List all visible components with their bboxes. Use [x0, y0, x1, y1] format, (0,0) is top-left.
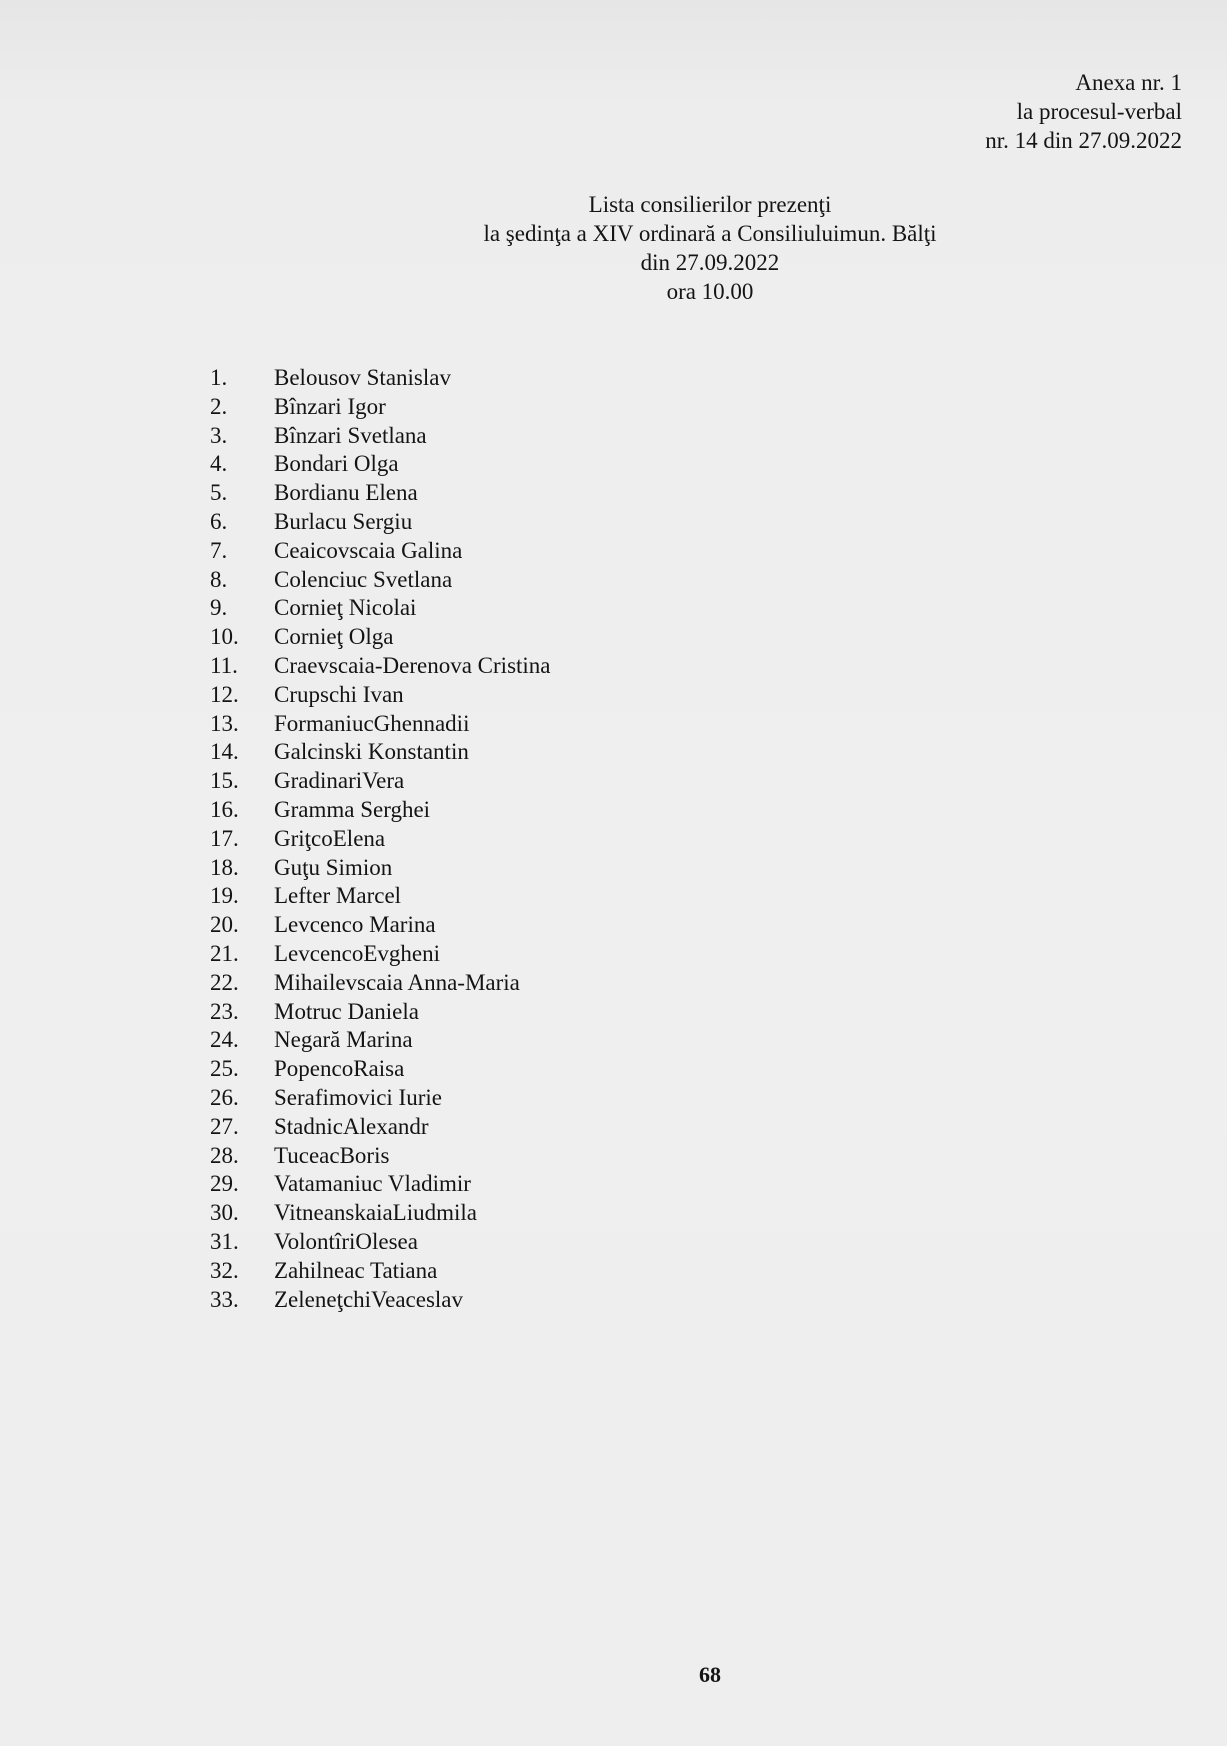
- page-number: 68: [699, 1662, 721, 1687]
- list-item-number: 16.: [210, 796, 239, 822]
- list-item: [210, 1142, 551, 1171]
- councillor-name: Burlacu Sergiu: [274, 508, 413, 534]
- councillor-name: GriţcoElena: [274, 825, 386, 851]
- list-item: [210, 1113, 551, 1142]
- list-item: [210, 767, 551, 796]
- list-item: [210, 1228, 551, 1257]
- list-item: [210, 422, 551, 451]
- list-item: [210, 969, 551, 998]
- list-item-number: 11.: [210, 652, 238, 678]
- councillor-name: Negară Marina: [274, 1027, 413, 1053]
- list-item-number: 20.: [210, 912, 239, 938]
- list-item: [210, 1055, 551, 1084]
- list-item-number: 7.: [210, 537, 228, 563]
- councillor-name: Serafimovici Iurie: [274, 1084, 442, 1110]
- list-item-number: 4.: [210, 451, 228, 477]
- list-item-number: 3.: [210, 422, 228, 448]
- list-item: [210, 796, 551, 825]
- list-item: [210, 537, 551, 566]
- list-item-number: 12.: [210, 681, 239, 707]
- document-heading: [0, 190, 1227, 306]
- list-item-number: 6.: [210, 508, 228, 534]
- councillor-name: Cornieţ Nicolai: [274, 595, 417, 621]
- heading-session: la şedinţa a XIV ordinară a Consiliuluimun. Bălţi: [483, 221, 937, 246]
- list-item: [210, 652, 551, 681]
- list-item: [210, 364, 551, 393]
- list-item-number: 24.: [210, 1027, 239, 1053]
- list-item: [210, 911, 551, 940]
- annex-line-2: la procesul-verbal: [1016, 99, 1182, 124]
- councillor-name: VitneanskaiaLiudmila: [274, 1200, 478, 1226]
- list-item-number: 27.: [210, 1113, 239, 1139]
- list-item-number: 23.: [210, 998, 239, 1024]
- list-item: [210, 566, 551, 595]
- list-item-number: 28.: [210, 1142, 239, 1168]
- councillor-name: Zahilneac Tatiana: [274, 1257, 438, 1283]
- annex-reference: [985, 68, 1182, 155]
- councillor-name: ZeleneţchiVeaceslav: [274, 1286, 463, 1312]
- councillor-name: PopencoRaisa: [274, 1056, 405, 1082]
- list-item: [210, 508, 551, 537]
- list-item: [210, 1084, 551, 1113]
- councillor-name: Mihailevscaia Anna-Maria: [274, 969, 520, 995]
- list-item-number: 15.: [210, 768, 239, 794]
- list-item: [210, 1026, 551, 1055]
- councillor-name: Bînzari Svetlana: [274, 422, 427, 448]
- list-item: [210, 594, 551, 623]
- list-item-number: 13.: [210, 710, 239, 736]
- councillor-name: Levcenco Marina: [274, 912, 436, 938]
- list-item: [210, 1257, 551, 1286]
- councillor-name: Colenciuc Svetlana: [274, 566, 453, 592]
- heading-date: din 27.09.2022: [640, 250, 780, 275]
- list-item: [210, 1170, 551, 1199]
- list-item-number: 25.: [210, 1056, 239, 1082]
- councillor-name: Ceaicovscaia Galina: [274, 537, 463, 563]
- list-item: [210, 882, 551, 911]
- councillor-name: Belousov Stanislav: [274, 365, 451, 390]
- councillor-name: Bînzari Igor: [274, 393, 386, 419]
- list-item: [210, 825, 551, 854]
- councillor-name: Vatamaniuc Vladimir: [274, 1171, 471, 1197]
- list-item: [210, 1286, 551, 1315]
- list-item-number: 31.: [210, 1228, 239, 1254]
- councillor-name: Crupschi Ivan: [274, 681, 404, 707]
- list-item-number: 19.: [210, 883, 239, 909]
- list-item-number: 1.: [210, 365, 228, 390]
- councillor-name: StadnicAlexandr: [274, 1113, 429, 1139]
- councillor-name: TuceacBoris: [274, 1142, 390, 1168]
- councillor-name: Bondari Olga: [274, 451, 399, 477]
- list-item: [210, 393, 551, 422]
- list-item: [210, 681, 551, 710]
- councillor-name: Motruc Daniela: [274, 998, 419, 1024]
- list-item-number: 5.: [210, 480, 228, 506]
- heading-time: ora 10.00: [666, 279, 754, 304]
- list-item-number: 21.: [210, 940, 239, 966]
- list-item-number: 26.: [210, 1084, 239, 1110]
- list-item: [210, 479, 551, 508]
- list-item: [210, 940, 551, 969]
- councillor-list: [210, 364, 551, 1314]
- list-item: [210, 854, 551, 883]
- annex-line-1: Anexa nr. 1: [1075, 70, 1182, 95]
- councillor-name: Galcinski Konstantin: [274, 739, 469, 765]
- councillor-name: Lefter Marcel: [274, 883, 402, 909]
- list-item: [210, 450, 551, 479]
- list-item-number: 2.: [210, 393, 228, 419]
- list-item-number: 22.: [210, 969, 239, 995]
- list-item: [210, 998, 551, 1027]
- councillor-name: Craevscaia-Derenova Cristina: [274, 652, 551, 678]
- councillor-name: VolontîriOlesea: [274, 1228, 418, 1254]
- councillor-name: FormaniucGhennadii: [274, 710, 470, 736]
- annex-line-3: nr. 14 din 27.09.2022: [985, 128, 1182, 153]
- list-item-number: 17.: [210, 825, 239, 851]
- councillor-name: Bordianu Elena: [274, 480, 418, 506]
- councillor-name: Gramma Serghei: [274, 796, 431, 822]
- list-item-number: 9.: [210, 595, 228, 621]
- list-item: [210, 1199, 551, 1228]
- list-item: [210, 623, 551, 652]
- councillor-name: GradinariVera: [274, 768, 405, 794]
- councillor-name: Cornieţ Olga: [274, 624, 394, 650]
- list-item-number: 32.: [210, 1257, 239, 1283]
- list-item: [210, 738, 551, 767]
- list-item-number: 29.: [210, 1171, 239, 1197]
- list-item-number: 30.: [210, 1200, 239, 1226]
- list-item-number: 10.: [210, 624, 239, 650]
- list-item-number: 18.: [210, 854, 239, 880]
- councillor-name: Guţu Simion: [274, 854, 393, 880]
- list-item-number: 33.: [210, 1286, 239, 1312]
- list-item-number: 14.: [210, 739, 239, 765]
- councillor-name: LevcencoEvgheni: [274, 940, 441, 966]
- heading-title: Lista consilierilor prezenţi: [588, 192, 832, 217]
- list-item: [210, 710, 551, 739]
- list-item-number: 8.: [210, 566, 228, 592]
